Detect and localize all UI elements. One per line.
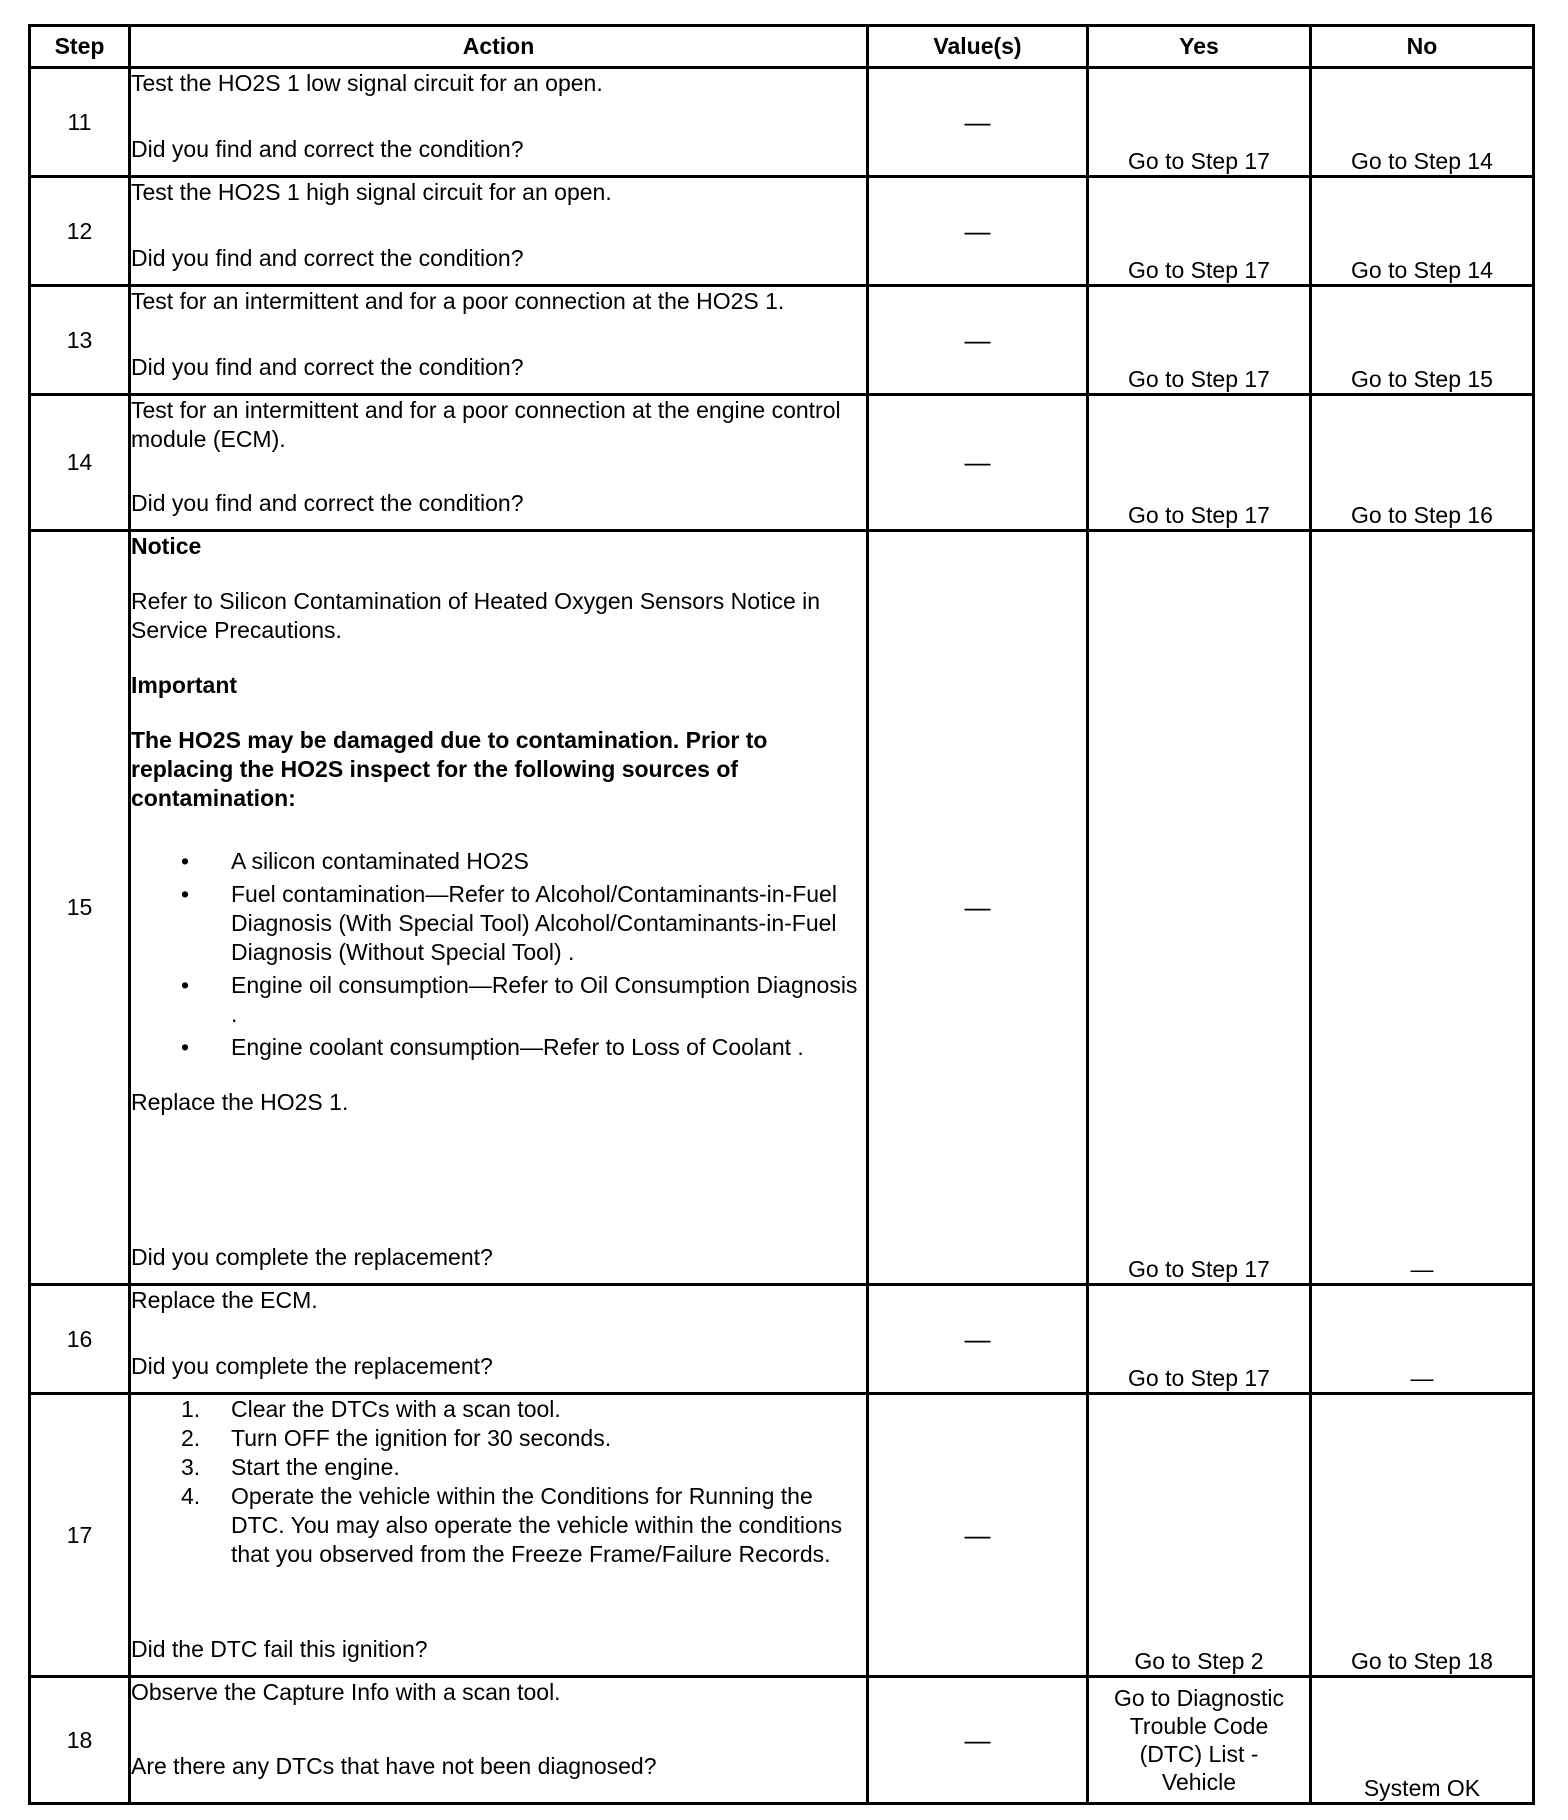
action-cell [130,1285,868,1394]
list-item [131,847,866,876]
important-heading: Important [131,672,238,698]
table-row [30,531,1534,1285]
header-values: Value(s) [868,26,1088,68]
action-question: Did you complete the replacement? [131,1353,493,1379]
yes-cell: Go to Diagnostic Trouble Code (DTC) List - Vehicle [1088,1677,1311,1804]
action-text: Test the HO2S 1 high signal circuit for an open. [131,179,612,205]
table-row [30,1394,1534,1677]
action-text: Replace the ECM. [131,1287,318,1313]
action-cell [130,68,868,177]
notice-text: Refer to Silicon Contamination of Heated Oxygen Sensors Notice in Service Precautions. [131,588,821,643]
action-question: Did you find and correct the condition? [131,490,524,516]
table-row [30,395,1534,531]
action-cell [130,177,868,286]
contamination-list [131,847,866,1062]
action-question: Did you find and correct the condition? [131,354,524,380]
list-item-text: A silicon contaminated HO2S [231,848,529,874]
yes-cell: Go to Step 17 [1088,1285,1311,1394]
step-number: 11 [30,68,130,177]
list-item-text: Engine oil consumption—Refer to Oil Consumption Diagnosis . [231,972,858,1027]
list-item [131,880,866,967]
value-cell: — [868,1677,1088,1804]
header-step: Step [30,26,130,68]
action-cell [130,286,868,395]
no-cell: — [1311,531,1534,1285]
header-row [30,26,1534,68]
list-item [131,1395,866,1424]
bullet-icon: • [181,1034,190,1060]
no-cell: System OK [1311,1677,1534,1804]
action-text: Test for an intermittent and for a poor connection at the HO2S 1. [131,288,785,314]
list-item-text: Turn OFF the ignition for 30 seconds. [231,1425,612,1451]
step-number: 15 [30,531,130,1285]
header-yes: Yes [1088,26,1311,68]
list-item [131,1033,866,1062]
action-question: Are there any DTCs that have not been diagnosed? [131,1753,657,1779]
value-cell: — [868,286,1088,395]
yes-cell: Go to Step 17 [1088,286,1311,395]
table-row [30,1285,1534,1394]
table-row [30,1677,1534,1804]
yes-cell: Go to Step 17 [1088,395,1311,531]
action-cell [130,395,868,531]
no-cell: Go to Step 15 [1311,286,1534,395]
step-number: 18 [30,1677,130,1804]
action-question: Did you find and correct the condition? [131,245,524,271]
procedure-list [131,1395,866,1569]
list-item-text: Start the engine. [231,1454,400,1480]
action-text: Test the HO2S 1 low signal circuit for an open. [131,70,603,96]
no-cell: Go to Step 14 [1311,68,1534,177]
list-item [131,1424,866,1453]
action-text: Test for an intermittent and for a poor connection at the engine control module (ECM). [131,397,841,452]
step-number: 12 [30,177,130,286]
table-row [30,177,1534,286]
list-item-text: Clear the DTCs with a scan tool. [231,1396,561,1422]
no-cell: Go to Step 14 [1311,177,1534,286]
list-item [131,971,866,1029]
value-cell: — [868,1394,1088,1677]
diagnostic-table [28,24,1535,1805]
step-number: 13 [30,286,130,395]
yes-cell: Go to Step 17 [1088,177,1311,286]
list-item-text: Operate the vehicle within the Conditions for Running the DTC. You may also operate the vehicle within the conditions that you observed from the Freeze Frame/Failure Records. [231,1483,843,1567]
step-index: 1. [181,1396,201,1422]
no-cell: Go to Step 18 [1311,1394,1534,1677]
step-index: 3. [181,1454,201,1480]
table-row [30,286,1534,395]
action-text: Replace the HO2S 1. [131,1089,349,1115]
step-number: 14 [30,395,130,531]
list-item [131,1453,866,1482]
notice-heading: Notice [131,533,202,559]
step-number: 17 [30,1394,130,1677]
step-index: 4. [181,1483,201,1509]
value-cell: — [868,177,1088,286]
action-question: Did you complete the replacement? [131,1244,493,1270]
value-cell: — [868,1285,1088,1394]
no-cell: Go to Step 16 [1311,395,1534,531]
action-cell [130,1394,868,1677]
step-index: 2. [181,1425,201,1451]
value-cell: — [868,531,1088,1285]
no-cell: — [1311,1285,1534,1394]
action-text: Observe the Capture Info with a scan tool. [131,1679,561,1705]
value-cell: — [868,395,1088,531]
list-item-text: Fuel contamination—Refer to Alcohol/Contaminants-in-Fuel Diagnosis (With Special Tool) Alcohol/Contaminants-in-Fuel Diagnosis (Without Special Tool) . [231,881,837,965]
header-action: Action [130,26,868,68]
action-cell [130,531,868,1285]
yes-cell: Go to Step 2 [1088,1394,1311,1677]
value-cell: — [868,68,1088,177]
yes-cell: Go to Step 17 [1088,531,1311,1285]
action-cell [130,1677,868,1804]
list-item-text: Engine coolant consumption—Refer to Loss of Coolant . [231,1034,804,1060]
important-text: The HO2S may be damaged due to contamination. Prior to replacing the HO2S inspect for the following sources of contamination: [131,727,768,811]
table-row [30,68,1534,177]
bullet-icon: • [181,972,190,998]
step-number: 16 [30,1285,130,1394]
action-question: Did the DTC fail this ignition? [131,1636,428,1662]
header-no: No [1311,26,1534,68]
bullet-icon: • [181,848,190,874]
yes-cell: Go to Step 17 [1088,68,1311,177]
bullet-icon: • [181,881,190,907]
list-item [131,1482,866,1569]
action-question: Did you find and correct the condition? [131,136,524,162]
